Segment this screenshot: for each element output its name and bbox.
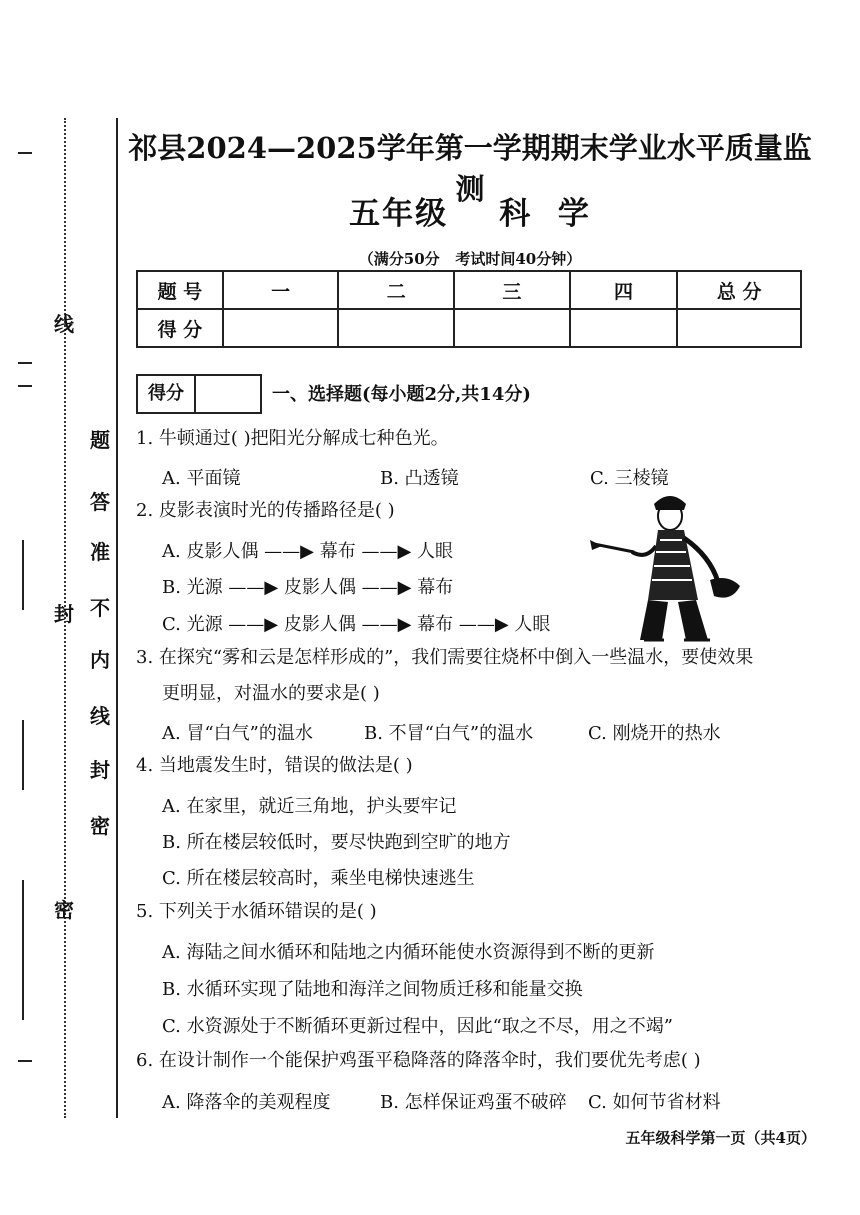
question-stem: 2. 皮影表演时光的传播路径是( ): [136, 500, 395, 521]
margin-mark: [22, 720, 24, 790]
margin-mark: [22, 880, 24, 1020]
table-row: [137, 309, 801, 347]
section-heading: 一、选择题(每小题2分,共14分): [272, 384, 531, 405]
option-a[interactable]: A. 降落伞的美观程度: [162, 1092, 331, 1113]
score-table: [136, 270, 802, 348]
score-cell[interactable]: [223, 309, 339, 347]
seal-char: 线: [54, 312, 74, 336]
option-a[interactable]: A. 皮影人偶 ——▶ 幕布 ——▶ 人眼: [162, 541, 454, 562]
solid-margin-line: [116, 118, 118, 1118]
option-a[interactable]: A. 冒“白气”的温水: [162, 723, 313, 744]
margin-char: 题: [90, 428, 110, 452]
seal-char: 密: [54, 898, 74, 922]
option-c[interactable]: C. 三棱镜: [590, 468, 669, 489]
shadow-puppet-illustration: [586, 490, 756, 650]
seal-char: 封: [54, 602, 74, 626]
exam-subtitle: 五年级 科 学: [349, 196, 591, 232]
question-stem: 5. 下列关于水循环错误的是( ): [136, 901, 377, 922]
option-b[interactable]: B. 所在楼层较低时，要尽快跑到空旷的地方: [162, 832, 511, 853]
table-row: [137, 271, 801, 309]
option-c[interactable]: C. 刚烧开的热水: [588, 723, 721, 744]
margin-char: 封: [90, 758, 110, 782]
margin-char: 线: [90, 704, 110, 728]
option-c[interactable]: C. 水资源处于不断循环更新过程中，因此“取之不尽，用之不竭”: [162, 1016, 673, 1037]
margin-char: 不: [90, 596, 110, 620]
margin-mark: [18, 152, 32, 154]
exam-title: 祁县2024—2025学年第一学期期末学业水平质量监测: [128, 131, 812, 206]
margin-char: 密: [90, 814, 110, 838]
score-cell[interactable]: [677, 309, 801, 347]
option-c[interactable]: C. 所在楼层较高时，乘坐电梯快速逃生: [162, 868, 475, 889]
question-stem: 6. 在设计制作一个能保护鸡蛋平稳降落的降落伞时，我们要优先考虑( ): [136, 1050, 701, 1071]
margin-mark: [18, 385, 32, 387]
question-stem: 1. 牛顿通过( )把阳光分解成七种色光。: [136, 428, 449, 449]
question-stem: 3. 在探究“雾和云是怎样形成的”，我们需要往烧杯中倒入一些温水，要使效果: [136, 647, 754, 668]
score-row-label: 得 分: [137, 309, 223, 347]
section-score-box: [136, 374, 262, 414]
page-footer: 五年级科学第一页（共4页）: [625, 1129, 816, 1147]
margin-char: 内: [90, 648, 110, 672]
table-header-cell: 总 分: [677, 271, 801, 309]
table-header-cell: 二: [338, 271, 454, 309]
table-header-cell: 四: [570, 271, 678, 309]
option-b[interactable]: B. 不冒“白气”的温水: [364, 723, 534, 744]
option-b[interactable]: B. 怎样保证鸡蛋不破碎: [380, 1092, 567, 1113]
margin-mark: [22, 540, 24, 610]
margin-char: 准: [90, 540, 110, 564]
section-score-label: 得分: [138, 376, 196, 412]
table-header-cell: 一: [223, 271, 339, 309]
question-stem-continued: 更明显，对温水的要求是( ): [162, 683, 380, 704]
margin-mark: [18, 362, 32, 364]
option-b[interactable]: B. 光源 ——▶ 皮影人偶 ——▶ 幕布: [162, 577, 454, 598]
option-a[interactable]: A. 海陆之间水循环和陆地之内循环能使水资源得到不断的更新: [162, 942, 655, 963]
option-a[interactable]: A. 平面镜: [162, 468, 241, 489]
option-b[interactable]: B. 凸透镜: [380, 468, 459, 489]
table-header-cell: 三: [454, 271, 570, 309]
score-cell[interactable]: [570, 309, 678, 347]
table-header-cell: 题 号: [137, 271, 223, 309]
option-c[interactable]: C. 光源 ——▶ 皮影人偶 ——▶ 幕布 ——▶ 人眼: [162, 614, 551, 635]
score-cell[interactable]: [338, 309, 454, 347]
option-b[interactable]: B. 水循环实现了陆地和海洋之间物质迁移和能量交换: [162, 979, 583, 1000]
question-stem: 4. 当地震发生时，错误的做法是( ): [136, 755, 413, 776]
exam-info: （满分50分 考试时间40分钟）: [358, 250, 582, 268]
margin-char: 答: [90, 490, 110, 514]
option-c[interactable]: C. 如何节省材料: [588, 1092, 721, 1113]
margin-mark: [18, 1060, 32, 1062]
option-a[interactable]: A. 在家里，就近三角地，护头要牢记: [162, 796, 457, 817]
score-cell[interactable]: [454, 309, 570, 347]
